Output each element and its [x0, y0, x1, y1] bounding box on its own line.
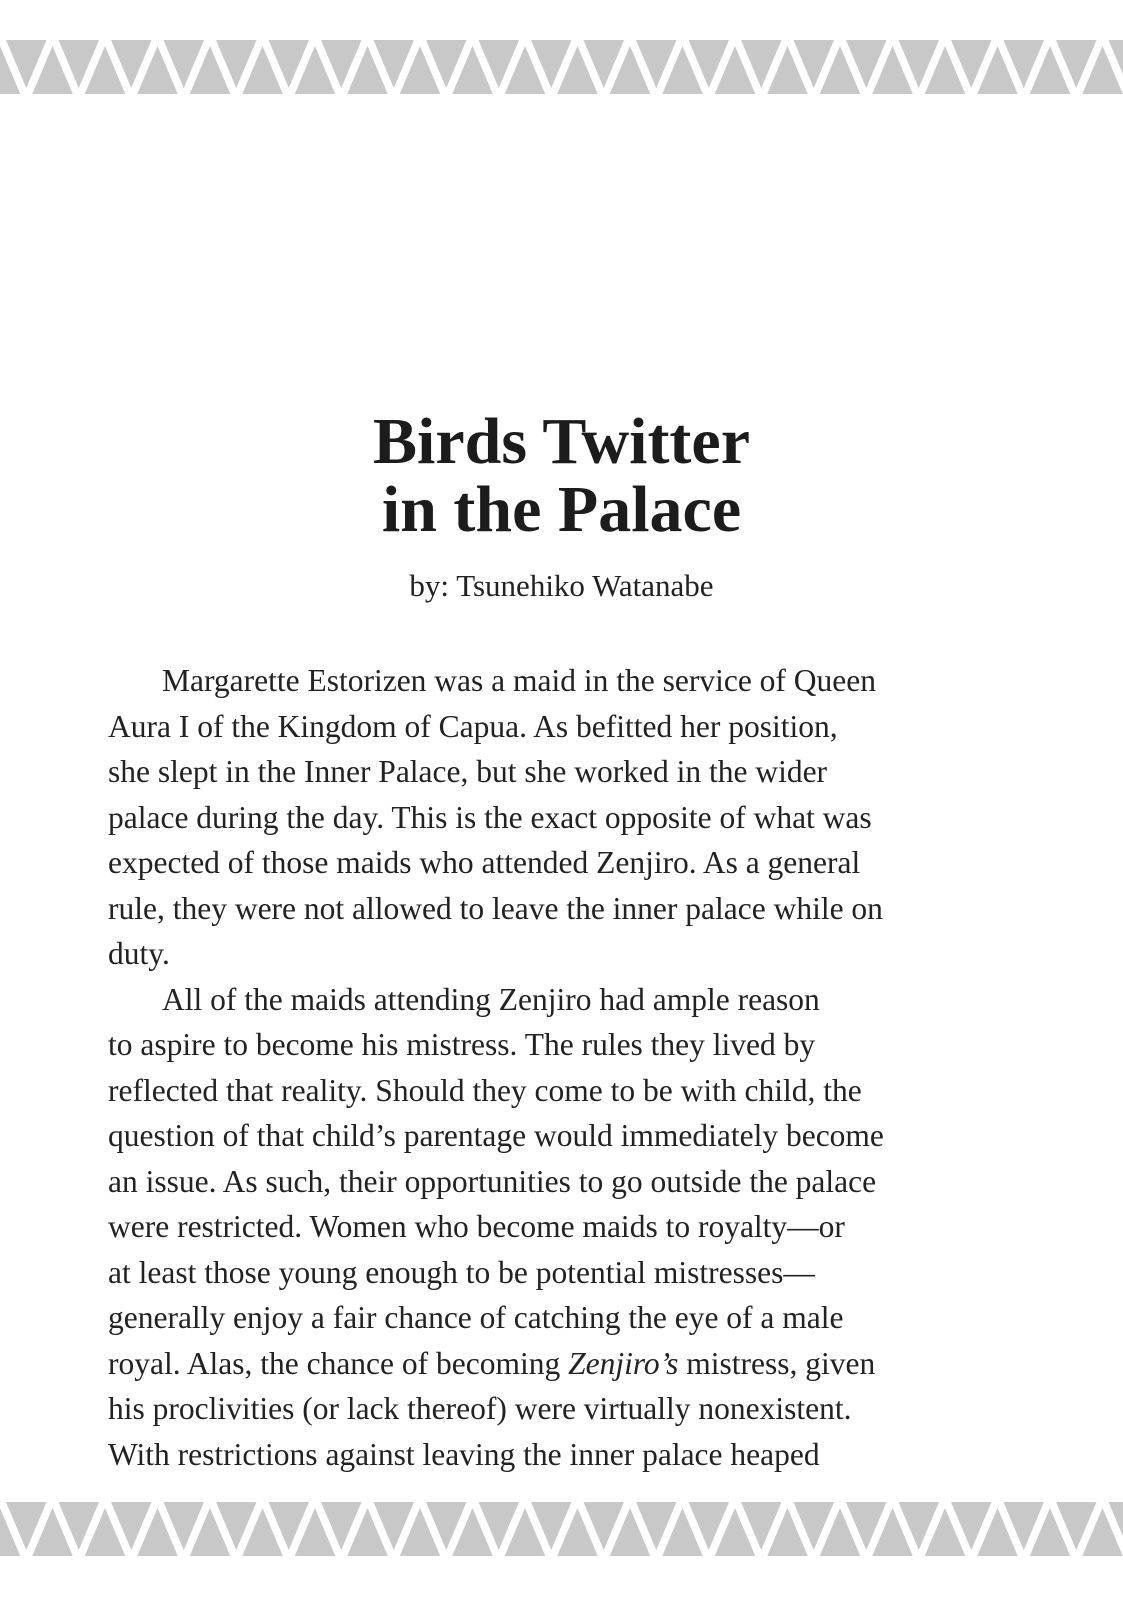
top-triangle-border — [0, 40, 1123, 94]
paragraph-2-line-5: an issue. As such, their opportunities to go outside the palace — [108, 1163, 877, 1199]
paragraph-1-line-1: Margarette Estorizen was a maid in the service of Queen — [162, 663, 877, 698]
paragraph-2-line-6: were restricted. Women who become maids to royalty—or — [108, 1209, 845, 1244]
paragraph-2-line-8: generally enjoy a fair chance of catching the eye of a male — [108, 1300, 844, 1335]
paragraph-1-line-2: Aura I of the Kingdom of Capua. As befitted her position, — [108, 708, 838, 744]
page-title — [0, 405, 1123, 546]
body-text — [108, 658, 988, 1477]
line-9-start: royal. Alas, the chance of becoming — [108, 1345, 569, 1381]
paragraph-2-line-1: All of the maids attending Zenjiro had ample reason — [162, 981, 820, 1017]
title-line-2: in the Palace — [381, 473, 742, 546]
line-9-end: mistress, given — [678, 1345, 876, 1381]
paragraph-1-line-7: duty. — [108, 936, 170, 971]
paragraph-2-line-9 — [108, 1341, 988, 1387]
paragraph-1-line-5: expected of those maids who attended Zenjiro. As a general — [108, 845, 861, 880]
triangle-border-pattern-icon — [0, 1502, 1123, 1556]
title-line-1: Birds Twitter — [372, 405, 751, 478]
paragraph-2-line-10: his proclivities (or lack thereof) were virtually nonexistent. — [108, 1391, 852, 1426]
paragraph-2-line-3: reflected that reality. Should they come to be with child, the — [108, 1072, 862, 1108]
author-byline: by: Tsunehiko Watanabe — [409, 568, 714, 603]
paragraph-2-line-11: With restrictions against leaving the inner palace heaped — [108, 1436, 820, 1472]
triangle-border-pattern-icon — [0, 40, 1123, 94]
italic-name: Zenjiro’s — [568, 1345, 679, 1381]
paragraph-2-line-2: to aspire to become his mistress. The rules they lived by — [108, 1027, 816, 1062]
paragraph-1-line-6: rule, they were not allowed to leave the inner palace while on — [108, 890, 883, 926]
paragraph-1-line-3: she slept in the Inner Palace, but she worked in the wider — [108, 754, 828, 789]
paragraph-2-line-4: question of that child’s parentage would immediately become — [108, 1118, 884, 1153]
paragraph-1-line-4: palace during the day. This is the exact opposite of what was — [108, 799, 872, 835]
bottom-triangle-border — [0, 1502, 1123, 1556]
paragraph-2-line-7: at least those young enough to be potential mistresses— — [108, 1254, 815, 1290]
